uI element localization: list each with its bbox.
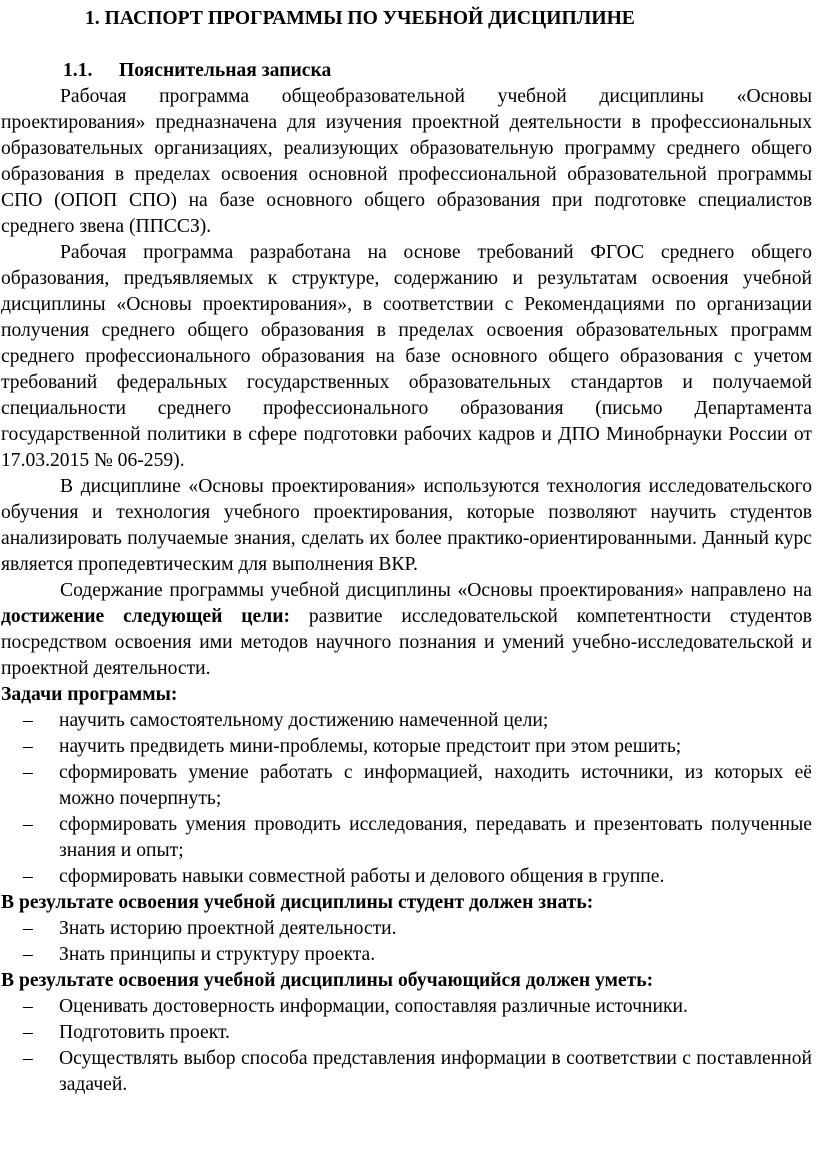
dash-bullet: – <box>23 1048 33 1069</box>
dash-bullet: – <box>23 710 33 731</box>
goal-paragraph <box>1 578 812 682</box>
dash-bullet: – <box>23 814 33 835</box>
able-list <box>1 994 812 1098</box>
goal-text-bold: достижение следующей цели: <box>1 606 291 627</box>
dash-bullet: – <box>23 866 33 887</box>
know-list <box>1 916 812 968</box>
know-heading: В результате освоения учебной дисциплины студент должен знать: <box>1 892 594 913</box>
paragraph: Рабочая программа общеобразовательной учебной дисциплины «Основы проектирования» предназначена для изучения проектной деятельности в профессиональных образовательных организациях, реализующих образовательную программу среднего общего образования в пределах освоения основной профессиональной образовательной программы СПО (ОПОП СПО) на базе основного общего образования при подготовке специалистов среднего звена (ППССЗ). <box>1 86 812 237</box>
paragraph: Рабочая программа разработана на основе требований ФГОС среднего общего образования, предъявляемых к структуре, содержанию и результатам освоения учебной дисциплины «Основы проектирования», в соответствии с Рекомендациями по организации получения среднего общего образования в пределах освоения образовательных программ среднего профессионального образования на базе основного общего образования с учетом требований федеральных государственных образовательных стандартов и получаемой специальности среднего профессионального образования (письмо Департамента государственной политики в сфере подготовки рабочих кадров и ДПО Минобрнауки России от 17.03.2015 № 06-259). <box>1 242 812 471</box>
tasks-list <box>1 708 812 890</box>
list-item: – научить самостоятельному достижению намеченной цели; <box>1 708 812 734</box>
list-item: – Знать принципы и структуру проекта. <box>1 942 812 968</box>
list-item: – Оценивать достоверность информации, сопоставляя различные источники. <box>1 994 812 1020</box>
list-item: – научить предвидеть мини-проблемы, которые предстоит при этом решить; <box>1 734 812 760</box>
section-heading <box>63 58 812 84</box>
dash-bullet: – <box>23 996 33 1017</box>
list-item: – Знать историю проектной деятельности. <box>1 916 812 942</box>
list-item: – сформировать навыки совместной работы и делового общения в группе. <box>1 864 812 890</box>
dash-bullet: – <box>23 762 33 783</box>
document-title: 1. ПАСПОРТ ПРОГРАММЫ ПО УЧЕБНОЙ ДИСЦИПЛИНЕ <box>85 8 635 29</box>
list-item: – сформировать умение работать с информацией, находить источники, из которых её можно почерпнуть; <box>23 762 812 809</box>
list-item: – Осуществлять выбор способа представления информации в соответствии с поставленной задачей. <box>23 1048 812 1095</box>
goal-text-before: Содержание программы учебной дисциплины «Основы проектирования» направлено на <box>60 580 812 601</box>
dash-bullet: – <box>23 944 33 965</box>
list-item: – Подготовить проект. <box>1 1020 812 1046</box>
goal-text-after: развитие исследовательской компетентности студентов посредством освоения ими методов научного познания и умений учебно-исследовательской и проектной деятельности. <box>1 606 812 679</box>
list-item: – сформировать умения проводить исследования, передавать и презентовать полученные знания и опыт; <box>23 814 812 861</box>
able-heading: В результате освоения учебной дисциплины обучающийся должен уметь: <box>1 970 654 991</box>
paragraph: В дисциплине «Основы проектирования» используются технология исследовательского обучения и технология учебного проектирования, которые позволяют научить студентов анализировать получаемые знания, сделать их более практико-ориентированными. Данный курс является пропедевтическим для выполнения ВКР. <box>1 476 812 575</box>
dash-bullet: – <box>23 918 33 939</box>
dash-bullet: – <box>23 736 33 757</box>
dash-bullet: – <box>23 1022 33 1043</box>
tasks-heading: Задачи программы: <box>1 684 178 705</box>
section-label: Пояснительная записка <box>119 60 332 81</box>
section-number: 1.1. <box>63 60 93 81</box>
